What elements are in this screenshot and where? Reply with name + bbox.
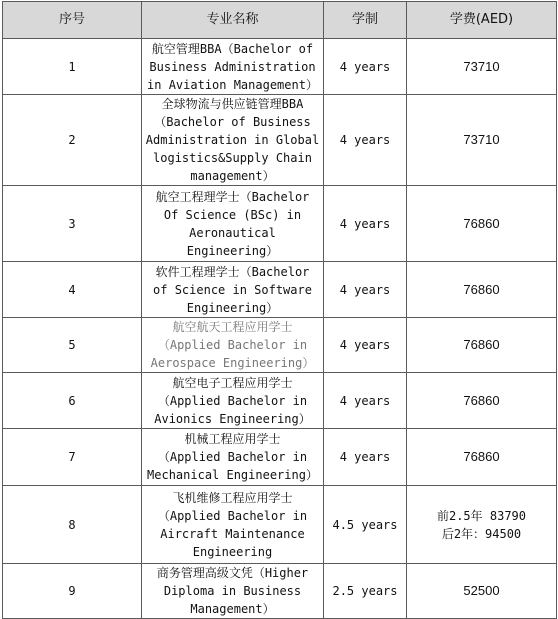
program-duration: 4 years (324, 318, 407, 373)
tuition-fee-line: 76860 (463, 215, 500, 231)
program-name-line: Of Science (BSc) in (163, 207, 302, 222)
tuition-fee (407, 373, 557, 429)
program-name-line: Diploma in Business (163, 584, 302, 598)
program-duration: 4 years (324, 373, 407, 429)
tuition-fee (407, 262, 557, 318)
program-name-line: Avionics Engineering） (154, 411, 311, 426)
program-name-line: of Science in Software (153, 282, 312, 297)
table-body (3, 39, 557, 619)
program-name-line: 航空工程理学士（Bachelor (155, 189, 310, 204)
program-name (142, 39, 324, 95)
header-fee: 学费(AED) (407, 2, 557, 39)
program-duration: 4.5 years (324, 486, 407, 564)
program-name-line: Aircraft Maintenance (160, 526, 305, 541)
program-name-line: 航空航天工程应用学士 (172, 320, 293, 334)
program-name-line: 全球物流与供应链管理BBA (161, 97, 304, 111)
header-program: 专业名称 (142, 2, 324, 39)
program-name-line: （Applied Bachelor in (157, 338, 308, 352)
program-name-line: 飞机维修工程应用学士 (172, 490, 293, 505)
row-index: 7 (3, 429, 142, 486)
tuition-fee-line: 后2年：94500 (441, 526, 522, 541)
table-row (3, 262, 557, 318)
program-name-line: management） (190, 169, 275, 183)
tuition-fee-line: 73710 (463, 132, 500, 147)
header-index: 序号 (3, 2, 142, 39)
row-index: 4 (3, 262, 142, 318)
program-name-line: （Bachelor of Business (154, 115, 311, 129)
row-index: 3 (3, 186, 142, 262)
program-duration: 4 years (324, 429, 407, 486)
table-row (3, 95, 557, 186)
tuition-fee-line: 76860 (463, 337, 500, 352)
program-name-line: Management） (190, 602, 275, 616)
program-name-line: Engineering） (186, 300, 279, 315)
table-row (3, 39, 557, 95)
tuition-fee-table (2, 1, 557, 619)
tuition-fee-line: 76860 (463, 449, 500, 464)
program-name-line: （Applied Bachelor in (157, 450, 308, 464)
row-index: 2 (3, 95, 142, 186)
program-name (142, 186, 324, 262)
program-name (142, 318, 324, 373)
row-index: 9 (3, 564, 142, 619)
program-name (142, 262, 324, 318)
table-row (3, 486, 557, 564)
program-name-line: in Aviation Management） (147, 77, 318, 92)
program-name-line: Engineering (192, 544, 273, 559)
program-name-line: Aeronautical (189, 225, 276, 240)
table-row (3, 318, 557, 373)
program-name-line: Administration in Global (145, 133, 320, 147)
table-row (3, 429, 557, 486)
tuition-fee-line: 前2.5年 83790 (436, 508, 527, 523)
tuition-fee (407, 39, 557, 95)
program-duration: 4 years (324, 186, 407, 262)
program-name (142, 95, 324, 186)
program-name-line: Engineering） (186, 243, 279, 258)
header-duration: 学制 (324, 2, 407, 39)
program-name (142, 373, 324, 429)
program-duration: 4 years (324, 262, 407, 318)
row-index: 6 (3, 373, 142, 429)
program-name-line: （Applied Bachelor in (157, 508, 308, 523)
program-duration: 4 years (324, 39, 407, 95)
program-name-line: 航空管理BBA（Bachelor of (151, 41, 314, 56)
tuition-fee (407, 429, 557, 486)
program-name-line: Aerospace Engineering） (150, 356, 315, 370)
row-index: 8 (3, 486, 142, 564)
program-duration: 4 years (324, 95, 407, 186)
table-header-row (3, 2, 557, 39)
program-name-line: Business Administration (149, 59, 316, 74)
tuition-fee-line: 73710 (463, 58, 500, 74)
program-name-line: logistics&Supply Chain (153, 151, 312, 165)
tuition-fee (407, 486, 557, 564)
tuition-fee (407, 95, 557, 186)
program-name-line: 机械工程应用学士 (184, 432, 281, 446)
tuition-fee-line: 76860 (463, 281, 500, 297)
table-row (3, 186, 557, 262)
program-name-line: 软件工程理学士（Bachelor (155, 264, 310, 279)
program-name (142, 564, 324, 619)
row-index: 5 (3, 318, 142, 373)
program-name (142, 486, 324, 564)
program-name-line: 航空电子工程应用学士 (172, 375, 293, 390)
tuition-fee (407, 186, 557, 262)
program-name (142, 429, 324, 486)
program-duration: 2.5 years (324, 564, 407, 619)
tuition-fee-line: 76860 (463, 392, 500, 408)
table-row (3, 373, 557, 429)
program-name-line: Mechanical Engineering） (147, 468, 318, 482)
tuition-fee (407, 564, 557, 619)
program-name-line: 商务管理高级文凭（Higher (156, 566, 309, 580)
tuition-fee-line: 52500 (463, 583, 500, 598)
table-row (3, 564, 557, 619)
row-index: 1 (3, 39, 142, 95)
tuition-fee (407, 318, 557, 373)
program-name-line: （Applied Bachelor in (157, 393, 308, 408)
